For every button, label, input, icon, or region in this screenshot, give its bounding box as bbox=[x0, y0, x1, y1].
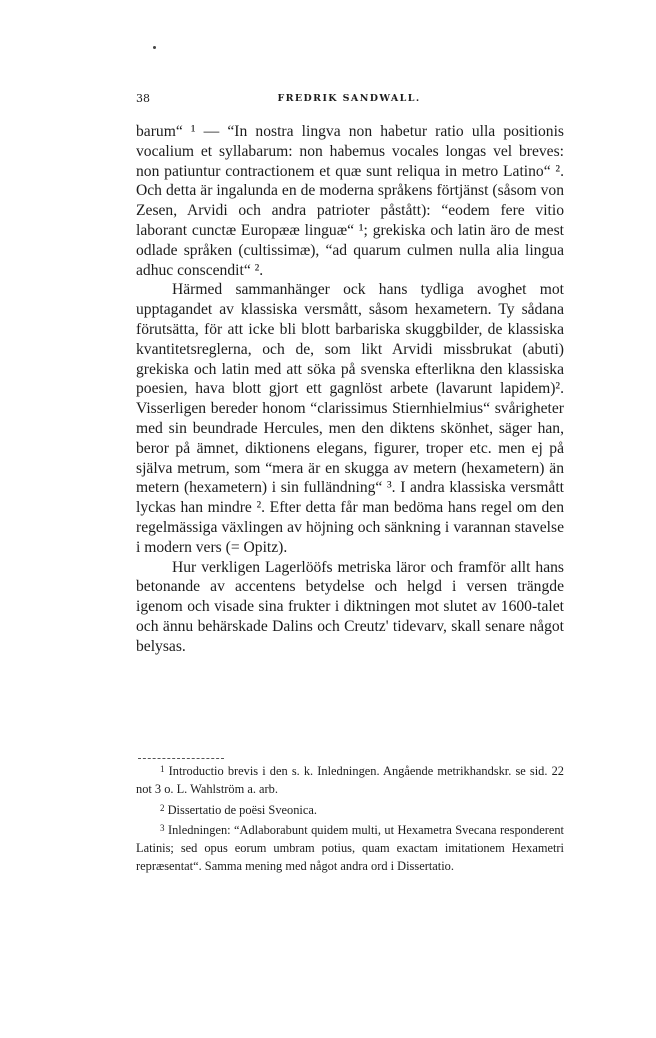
paragraph-1: barum“ ¹ — “In nostra lingva non habetur ratio ulla positionis vocalium et syllabarum: non habemus vocales longas vel breves: non patiuntur contractionem et quæ sunt reliqua in metro Latino“ ². Och detta är ingalunda en de moderna språkens förtjänst (såsom von Zesen, Arvidi och andra patrioter påstått): “eodem fere vitio laborant cunctæ Europææ linguæ“ ¹; grekiska och latin äro de mest odlade språken (cultissimæ), “ad quarum culmen nulla alia lingua adhuc conscendit“ ². bbox=[136, 123, 564, 279]
body-text bbox=[136, 122, 564, 657]
page-header bbox=[136, 92, 562, 108]
footnote-mark: 1 bbox=[160, 764, 165, 774]
footnote-3 bbox=[136, 819, 564, 876]
footnote-mark: 2 bbox=[160, 802, 165, 813]
footnote-mark: 3 bbox=[160, 822, 165, 833]
footnotes bbox=[136, 760, 564, 876]
footnote-text: Dissertatio de poësi Sveonica. bbox=[167, 802, 317, 817]
paragraph-2: Härmed sammanhänger ock hans tydliga avoghet mot upptagandet av klassiska versmått, såsom hexametern. Ty sådana förutsätta, för att icke bli blott barbariska skuggbilder, de klassiska kvantitetsreglerna, och de, som likt Arvidi missbrukat (abuti) grekiska och latin med att söka på svenska efterlikna den klassiska poesien, hava blott gjort ett gagnlöst arbete (lavarunt lapidem)². Visserligen bereder honom “clarissimus Stiernhielmius“ svårigheter med sin beundrade Hercules, men den diktens skönhet, säger han, beror på ämnet, diktionens elegans, figurer, troper etc. men ej på själva metrum, som “mera är en skugga av metern (hexametern) än metern (hexametern) i sin fulländning“ ³. I andra klassiska versmått lyckas han mindre ². Efter detta får man bedöma hans regel om den regelmässiga växlingen av höjning och sänkning i varannan stavelse i modern vers (= Opitz). bbox=[136, 281, 564, 556]
page-number: 38 bbox=[136, 92, 150, 105]
footnote-2 bbox=[136, 799, 564, 819]
running-head: FREDRIK SANDWALL. bbox=[277, 93, 421, 104]
paragraph-3: Hur verkligen Lagerlööfs metriska läror och framför allt hans betonande av accentens betydelse och helgd i versen trängde igenom och visade sina frukter i diktningen mot slutet av 1600-talet och ännu behärskade Dalins och Creutz' tidevarv, skall senare något belysas. bbox=[136, 558, 564, 655]
footnote-text: Introductio brevis i den s. k. Inledningen. Angående metrikhandskr. se sid. 22 not 3 o. L. Wahlström a. arb. bbox=[136, 764, 564, 797]
ink-speck bbox=[153, 46, 156, 49]
footnote-text: Inledningen: “Adlaborabunt quidem multi, ut Hexametra Svecana responderent Latinis; sed opus eorum umbram potius, quam exactam imitationem Hexametri repræsentat“. Samma mening med något andra ord i Dissertatio. bbox=[136, 822, 564, 874]
footnote-divider bbox=[138, 758, 224, 759]
footnote-1 bbox=[136, 760, 564, 799]
